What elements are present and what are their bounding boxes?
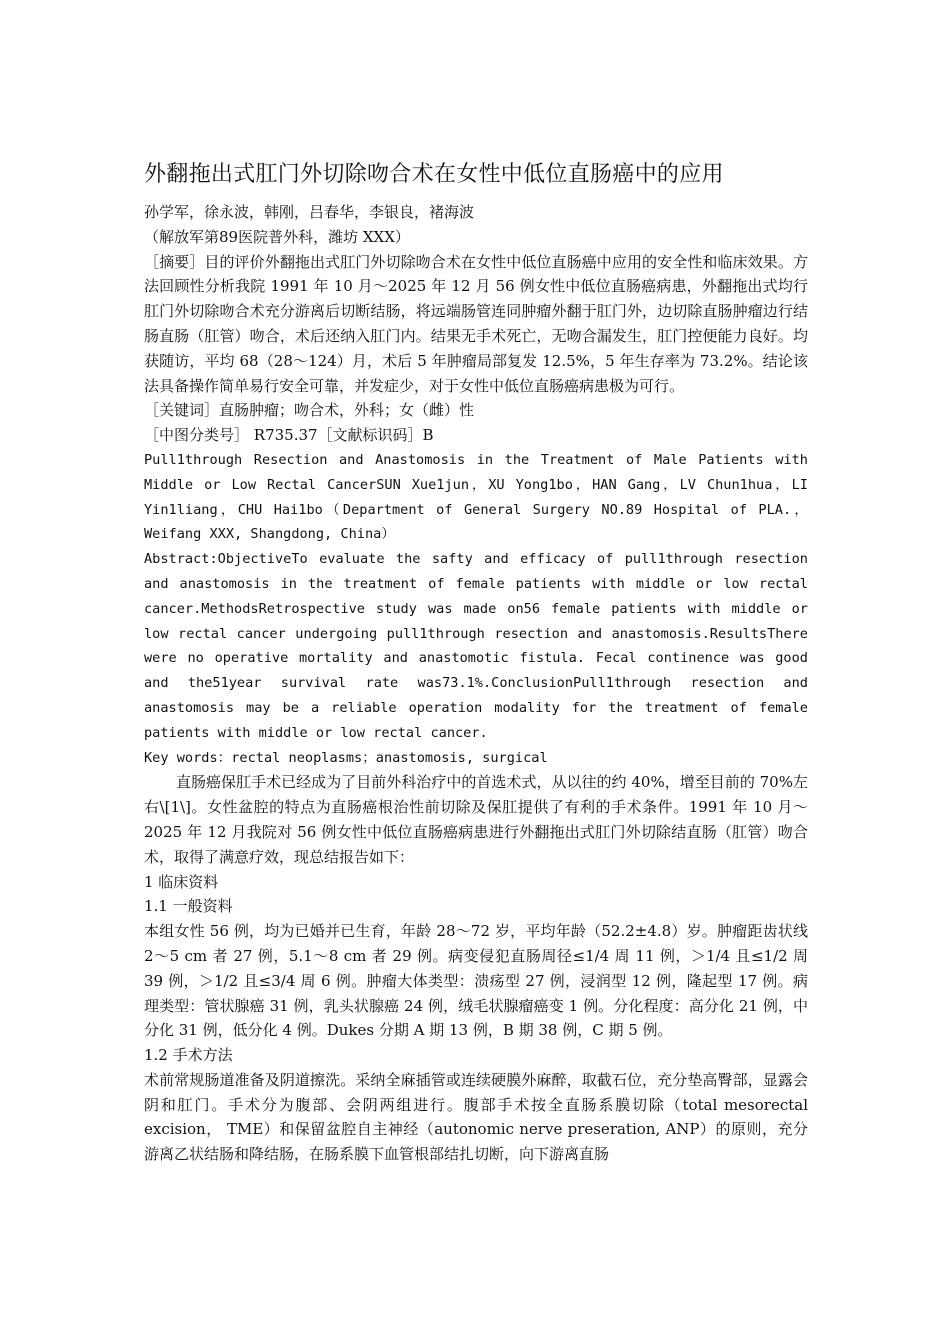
abstract-english: Abstract:ObjectiveTo evaluate the safty and efficacy of pull1through resection and anastomosis in the treatment of female patients with middle or low rectal cancer.MethodsRetrospective study was made on56 female patients with middle or low rectal cancer undergoing pull1through resection and anastomosis.ResultsThere were no operative mortality and anastomotic fistula. Fecal continence was good and the51year survival rate was73.1%.ConclusionPull1through resection and anastomosis may be a reliable operation modality for the treatment of female patients with middle or low rectal cancer. — [144, 551, 808, 741]
subsection-heading-surgical-method: 1.2 手术方法 — [144, 1046, 233, 1065]
paper-title: 外翻拖出式肛门外切除吻合术在女性中低位直肠癌中的应用 — [144, 162, 724, 187]
paper-page — [144, 160, 808, 1167]
surgical-method-paragraph: 术前常规肠道准备及阴道擦洗。采纳全麻插管或连续硬膜外麻醉，取截石位，充分垫高臀部，显露会阴和肛门。手术分为腹部、会阴两组进行。腹部手术按全直肠系膜切除（total mesorectal excision， TME）和保留盆腔自主神经（autonomic nerve preseration, ANP）的原则，充分游离乙状结肠和降结肠，在肠系膜下血管根部结扎切断，向下游离直肠 — [144, 1070, 808, 1164]
classification-code: ［中图分类号］ R735.37［文献标识码］B — [144, 426, 434, 445]
intro-paragraph: 直肠癌保肛手术已经成为了目前外科治疗中的首选术式，从以往的约 40%，增至目前的 70%左右\[1\]。女性盆腔的特点为直肠癌根治性前切除及保肛提供了有利的手术条件。1991 年 10 月～2025 年 12 月我院对 56 例女性中低位直肠癌病患进行外翻拖出式肛门外切除结直肠（肛管）吻合术，取得了满意疗效，现总结报告如下： — [144, 773, 808, 866]
english-title-authors: Pull1through Resection and Anastomosis in the Treatment of Male Patients with Middle or Low Rectal CancerSUN Xue1jun，XU Yong1bo，HAN Gang，LV Chun1hua，LI Yin1liang，CHU Hai1bo（Department of General Surgery NO.89 Hospital of PLA.，Weifang XXX, Shangdong, China） — [144, 451, 808, 543]
keywords-english: Key words：rectal neoplasms；anastomosis, surgical — [144, 749, 548, 766]
abstract-chinese: ［摘要］目的评价外翻拖出式肛门外切除吻合术在女性中低位直肠癌中应用的安全性和临床效果。方法回顾性分析我院 1991 年 10 月～2025 年 12 月 56 例女性中低位直肠癌病患，外翻拖出式均行肛门外切除吻合术充分游离后切断结肠，将远端肠管连同肿瘤外翻于肛门外，边切除直肠肿瘤边行结肠直肠（肛管）吻合，术后还纳入肛门内。结果无手术死亡，无吻合漏发生，肛门控便能力良好。均获随访，平均 68（28～124）月，术后 5 年肿瘤局部复发 12.5%，5 年生存率为 73.2%。结论该法具备操作简单易行安全可靠，并发症少，对于女性中低位直肠癌病患极为可行。 — [144, 252, 808, 395]
affiliation: （解放军第89医院普外科，潍坊 XXX） — [144, 227, 410, 246]
subsection-heading-general-data: 1.1 一般资料 — [144, 897, 233, 916]
author-list: 孙学军，徐永波，韩刚，吕春华，李银良，褚海波 — [144, 203, 475, 221]
section-heading-clinical-data: 1 临床资料 — [144, 872, 219, 891]
general-data-paragraph: 本组女性 56 例，均为已婚并已生育，年龄 28～72 岁，平均年龄（52.2±4.8）岁。肿瘤距齿状线 2～5 cm 者 27 例，5.1～8 cm 者 29 例。病变侵犯直肠周径≤1/4 周 11 例，＞1/4 且≤1/2 周 39 例，＞1/2 且≤3/4 周 6 例。肿瘤大体类型：溃疡型 27 例，浸润型 12 例，隆起型 17 例。病理类型：管状腺癌 31 例，乳头状腺癌 24 例，绒毛状腺瘤癌变 1 例。分化程度：高分化 21 例，中分化 31 例，低分化 4 例。Dukes 分期 A 期 13 例，B 期 38 例，C 期 5 例。 — [144, 922, 808, 1040]
keywords-chinese: ［关键词］直肠肿瘤；吻合术，外科；女（雌）性 — [144, 401, 475, 420]
